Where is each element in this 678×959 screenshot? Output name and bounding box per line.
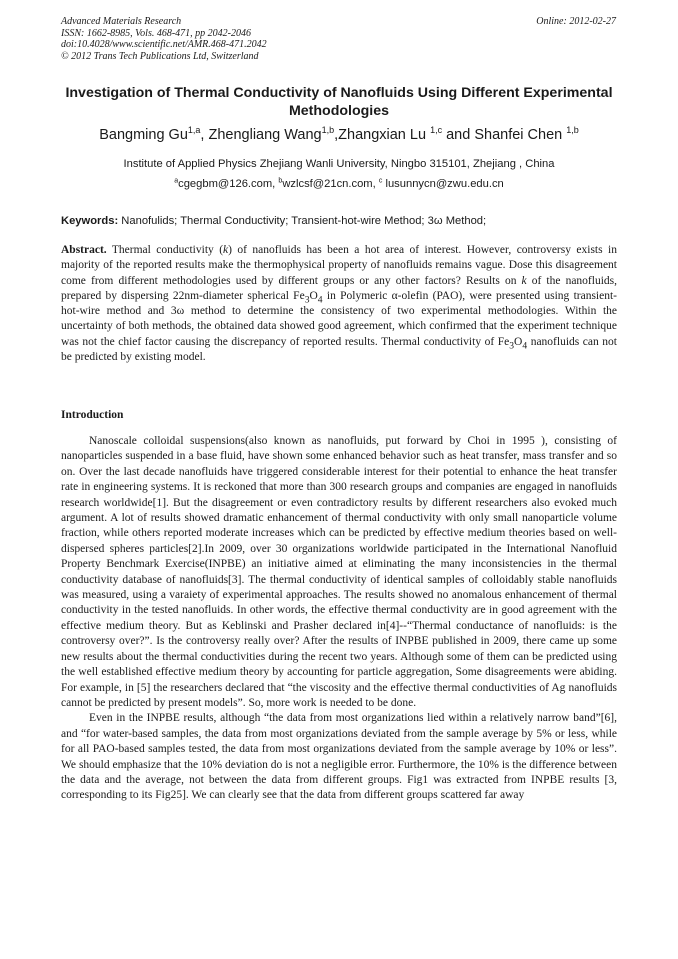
abstract-symbol: k	[223, 244, 229, 256]
paper-title: Investigation of Thermal Conductivity of Nanofluids Using Different Experimental Methodologies	[65, 85, 613, 119]
journal-name: Advanced Materials Research	[61, 16, 182, 27]
abstract-subscript: 3	[304, 294, 310, 306]
abstract-subscript: 3	[509, 340, 515, 352]
abstract-label: Abstract.	[61, 244, 107, 256]
email-address[interactable]: lusunnycn@zwu.edu.cn	[382, 178, 504, 190]
affiliation: Institute of Applied Physics Zhejiang Wanli University, Ningbo 315101, Zhejiang , China	[123, 158, 555, 170]
email-address[interactable]: wzlcsf@21cn.com,	[282, 178, 379, 190]
paragraph: Even in the INPBE results, although “the data from most organizations lied within a relatively narrow band”[6], and “for water-based samples, the data from most organizations deviated from the sample average by 5% or less, while for all PAO-based samples tested, the data from most organizations deviated from the sample average by 10% or less”. We should emphasize that the 10% deviation do is not a negligible error. Furthermore, the 10% is the difference between the data and the average, not between the data from different groups. Fig1 was extracted from INPBE results [3, corresponding to its Fig25]. We can clearly see that the data from different groups scattered far away	[61, 712, 617, 802]
section-heading-introduction: Introduction	[61, 409, 124, 421]
paragraph: Nanoscale colloidal suspensions(also known as nanofluids, put forward by Choi in 1995 ), consisting of nanoparticles suspended in a base fluid, have shown some enhanced behavior such as heat transfer, mass transfer and so on. Over the last decade nanofluids have triggered considerable interest for their potential to enhance the heat transfer rate in engineering systems. It is reckoned that more than 300 research groups and companies are engaged in nanofluids research worldwide[1]. But the disagreement or even contradictory results by different researchers also evoked much argument. A lot of results showed dramatic enhancement of thermal conductivity with only small nanoparticle volume fraction, while others reported moderate increases which can be predicted by effective medium theories based on well-dispersed spheres particles[2].In 2009, over 30 organizations worldwide participated in the International Nanofluid Property Benchmark Exercise(INPBE) an initiative aimed at eliminating the many inconsistencies in the thermal conductivity database of nanofluids[3]. The thermal conductivity of identical samples of colloidably stable nanofluids was measured, using a varaiety of experimental approaches. The results showed no anomalous enhancement of thermal conductivity in the tested nanofluids. In other words, the effective thermal conductivity are in good agreement with the effective medium theory. But as Keblinski and Prasher declared in[4]--“Thermal conductance of nanofluids: is the controversy over?”. Is the controversy really over? After the results of INPBE published in 2009, there came up some new results about the thermal conductivities during the recent two years. Although some of them can be predicted using the well established effective medium theory by accounting for particle aggregation, Some disagreements were abiding. For example, in [5] the researchers declared that “the viscosity and the effective thermal conductivities of Ag nanofluids cannot be predicted by present models”. So, more work is needed to be done.	[61, 435, 617, 709]
author-separator: ,	[200, 127, 209, 143]
abstract-subscript: 4	[317, 294, 323, 306]
abstract-paragraph	[61, 243, 617, 365]
online-date: Online: 2012-02-27	[536, 16, 616, 27]
author-name: Zhangxian Lu	[338, 127, 431, 143]
abstract-text: O	[514, 335, 523, 348]
abstract-text: ) of nanofluids has been a hot area of interest. However, controversy exists in majority of the reported results make the thermophysical property of nanofluids remains vague. Dose this disagreement come from different methodologies used by different groups or any other factors? Results on	[61, 244, 617, 287]
publication-info	[61, 16, 267, 62]
introduction-body	[61, 434, 617, 804]
abstract-text: O	[309, 289, 318, 302]
email-list	[61, 178, 617, 190]
abstract-text: nanofluids can not be predicted by existing model.	[61, 335, 617, 364]
abstract-symbol: k	[521, 274, 527, 287]
author-name: Shanfei Chen	[474, 127, 567, 143]
doi-line[interactable]: doi:10.4028/www.scientific.net/AMR.468-471.2042	[61, 39, 267, 50]
email-mark: a	[174, 177, 179, 185]
author-name: Bangming Gu	[99, 127, 188, 143]
abstract-text: Thermal conductivity (	[106, 244, 224, 256]
issn-line: ISSN: 1662-8985, Vols. 468-471, pp 2042-2046	[61, 27, 251, 39]
keywords-line	[61, 215, 617, 227]
author-affiliation-mark: 1,a	[187, 125, 201, 136]
abstract-subscript: 4	[522, 340, 528, 352]
author-separator: ,	[334, 127, 339, 143]
abstract-text: of the nanofluids, prepared by dispersing 22nm-diameter spherical Fe	[61, 274, 617, 302]
email-mark: c	[378, 177, 383, 185]
keywords-text: Nanofulids; Thermal Conductivity; Transient-hot-wire Method; 3ω Method;	[118, 215, 487, 227]
author-separator: and	[442, 127, 475, 143]
author-affiliation-mark: 1,c	[430, 125, 443, 136]
author-affiliation-mark: 1,b	[321, 125, 335, 136]
copyright-line: © 2012 Trans Tech Publications Ltd, Switzerland	[61, 50, 259, 62]
author-affiliation-mark: 1,b	[566, 125, 579, 136]
author-list	[61, 127, 617, 143]
email-address[interactable]: cgegbm@126.com,	[178, 178, 279, 190]
author-name: Zhengliang Wang	[208, 127, 322, 143]
keywords-label: Keywords:	[61, 215, 119, 227]
email-mark: b	[278, 177, 283, 185]
abstract-text: in Polymeric α-olefin (PAO), were presented using transient-hot-wire method and 3ω method to determine the consistency of two experimental methodologies. Within the uncertainty of both methods, the obtained data showed good agreement, which confirmed that the experiment technique was not the chief factor causing the discrepancy of reported results. Thermal conductivity of Fe	[61, 289, 617, 348]
